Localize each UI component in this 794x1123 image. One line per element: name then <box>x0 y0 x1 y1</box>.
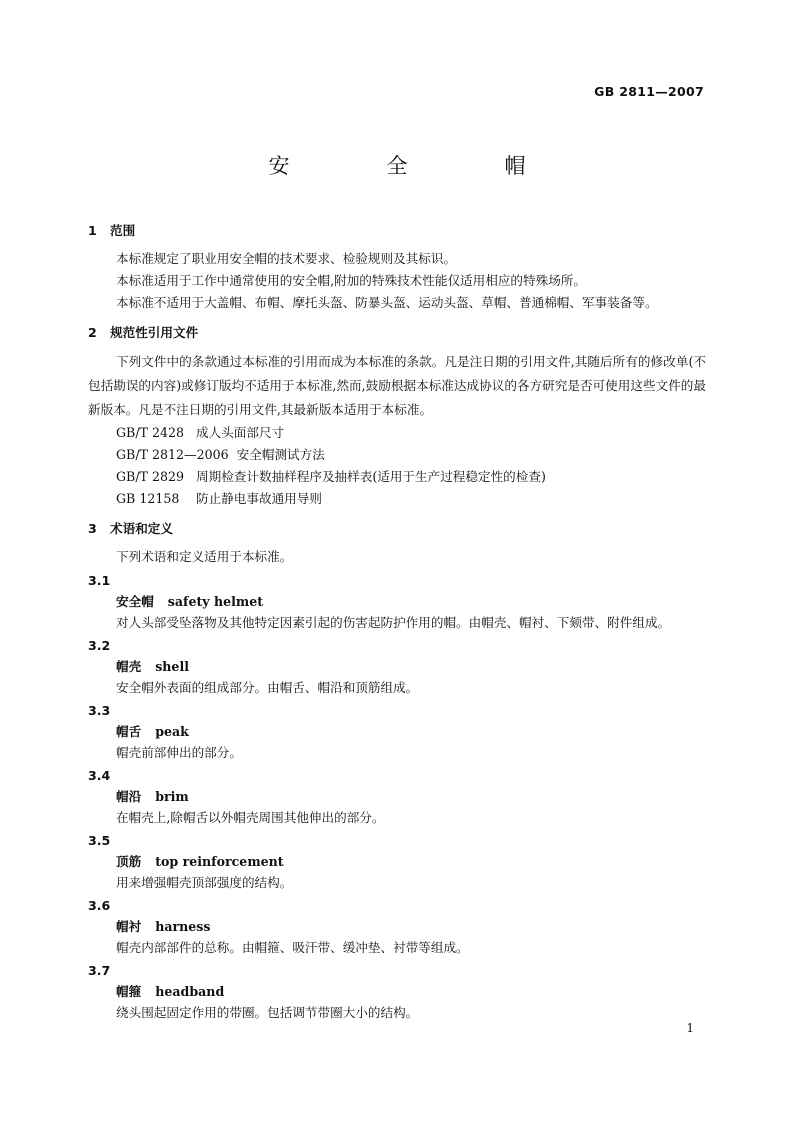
section-title: 规范性引用文件 <box>110 325 199 340</box>
term-number: 3.6 <box>88 898 111 913</box>
term-entry <box>88 765 706 828</box>
term-name <box>116 851 706 872</box>
section-number: 2 <box>88 325 97 340</box>
term-number: 3.3 <box>88 703 111 718</box>
term-name-en: shell <box>155 659 190 674</box>
reference-item <box>116 488 706 510</box>
section-2-heading <box>88 323 706 343</box>
reference-title: 防止静电事故通用导则 <box>196 491 322 506</box>
document-title: 安 全 帽 <box>268 154 564 178</box>
term-definition: 用来增强帽壳顶部强度的结构。 <box>116 875 293 890</box>
term-number: 3.7 <box>88 963 111 978</box>
term-number: 3.1 <box>88 573 111 588</box>
references-intro: 下列文件中的条款通过本标准的引用而成为本标准的条款。凡是注日期的引用文件,其随后所有的修改单(不包括勘误的内容)或修订版均不适用于本标准,然而,鼓励根据本标准达成协议的各方研究是否可使用这些文件的最新版本。凡是不注日期的引用文件,其最新版本适用于本标准。 <box>88 354 706 417</box>
reference-item <box>116 466 706 488</box>
section-title: 术语和定义 <box>110 521 173 536</box>
term-definition: 安全帽外表面的组成部分。由帽舌、帽沿和顶筋组成。 <box>116 680 419 695</box>
term-entry <box>88 895 706 958</box>
term-name <box>116 981 706 1002</box>
term-name <box>116 656 706 677</box>
document-body <box>88 215 706 1023</box>
term-name <box>116 721 706 742</box>
terms-intro: 下列术语和定义适用于本标准。 <box>116 549 293 564</box>
standard-code: GB 2811—2007 <box>594 84 704 99</box>
section-title: 范围 <box>110 223 136 238</box>
term-name-en: peak <box>155 724 189 739</box>
reference-code: GB/T 2829 <box>116 469 185 484</box>
page-number: 1 <box>686 1021 694 1035</box>
term-definition: 在帽壳上,除帽舌以外帽壳周围其他伸出的部分。 <box>116 810 385 825</box>
term-name-en: top reinforcement <box>155 854 284 869</box>
term-name <box>116 916 706 937</box>
term-number: 3.4 <box>88 768 111 783</box>
reference-title: 安全帽测试方法 <box>236 447 325 462</box>
term-entry <box>88 830 706 893</box>
term-name-zh: 帽衬 <box>116 919 142 934</box>
scope-paragraph: 本标准适用于工作中通常使用的安全帽,附加的特殊技术性能仅适用相应的特殊场所。 <box>116 273 586 288</box>
term-number: 3.2 <box>88 638 111 653</box>
term-name <box>116 786 706 807</box>
term-name-zh: 帽箍 <box>116 984 142 999</box>
scope-paragraph: 本标准不适用于大盖帽、布帽、摩托头盔、防暴头盔、运动头盔、草帽、普通棉帽、军事装备等。 <box>116 295 658 310</box>
term-number: 3.5 <box>88 833 111 848</box>
reference-item <box>116 444 706 466</box>
reference-title: 成人头面部尺寸 <box>196 425 285 440</box>
reference-title: 周期检查计数抽样程序及抽样表(适用于生产过程稳定性的检查) <box>196 469 546 484</box>
term-entry <box>88 570 706 633</box>
term-definition: 帽壳内部部件的总称。由帽箍、吸汗带、缓冲垫、衬带等组成。 <box>116 940 469 955</box>
reference-item <box>116 422 706 444</box>
section-number: 3 <box>88 521 97 536</box>
reference-code: GB/T 2812—2006 <box>116 447 229 462</box>
section-number: 1 <box>88 223 97 238</box>
term-name-en: brim <box>155 789 189 804</box>
reference-code: GB/T 2428 <box>116 425 185 440</box>
term-name-zh: 帽壳 <box>116 659 142 674</box>
term-definition: 绕头围起固定作用的带圈。包括调节带圈大小的结构。 <box>116 1005 419 1020</box>
term-definition: 对人头部受坠落物及其他特定因素引起的伤害起防护作用的帽。由帽壳、帽衬、下颏带、附件组成。 <box>116 615 671 630</box>
term-name-zh: 安全帽 <box>116 594 154 609</box>
term-entry <box>88 635 706 698</box>
term-name-en: safety helmet <box>167 594 264 609</box>
term-name-zh: 帽沿 <box>116 789 142 804</box>
section-1-heading <box>88 221 706 241</box>
term-entry <box>88 960 706 1023</box>
term-name-en: headband <box>155 984 225 999</box>
reference-code: GB 12158 <box>116 491 180 506</box>
term-name <box>116 591 706 612</box>
section-3-heading <box>88 519 706 539</box>
term-name-zh: 顶筋 <box>116 854 142 869</box>
term-name-en: harness <box>155 919 211 934</box>
term-name-zh: 帽舌 <box>116 724 142 739</box>
term-entry <box>88 700 706 763</box>
scope-paragraph: 本标准规定了职业用安全帽的技术要求、检验规则及其标识。 <box>116 251 457 266</box>
term-definition: 帽壳前部伸出的部分。 <box>116 745 242 760</box>
